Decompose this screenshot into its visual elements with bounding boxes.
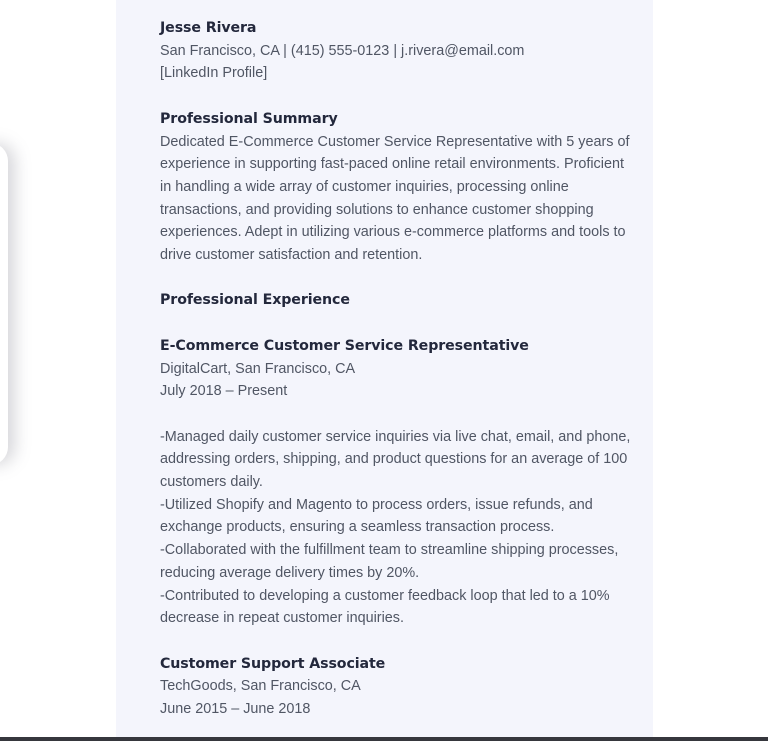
job-1-bullets bbox=[160, 426, 633, 630]
experience-heading: Professional Experience bbox=[160, 292, 350, 309]
summary-heading: Professional Summary bbox=[160, 110, 338, 127]
bullet-line: -Managed daily customer service inquiries via live chat, email, and phone, addressing orders, shipping, and product questions for an average of 100 customers daily. bbox=[160, 428, 631, 490]
offscreen-card-shadow bbox=[0, 143, 8, 465]
job-company: TechGoods, San Francisco, CA bbox=[160, 678, 361, 695]
resume-content bbox=[160, 17, 633, 721]
job-company: DigitalCart, San Francisco, CA bbox=[160, 360, 356, 377]
bottom-window-edge bbox=[0, 737, 768, 741]
summary-section bbox=[160, 108, 633, 267]
resume-header bbox=[160, 17, 633, 85]
bullet-line: -Utilized Shopify and Magento to process orders, issue refunds, and exchange products, ensuring a seamless transaction process. bbox=[160, 496, 593, 536]
bullet-line: -Contributed to developing a customer feedback loop that led to a 10% decrease in repeat customer inquiries. bbox=[160, 587, 610, 627]
summary-body: Dedicated E-Commerce Customer Service Representative with 5 years of experience in supporting fast-paced online retail environments. Proficient in handling a wide array of customer inquiries, processing online transactions, and providing solutions to enhance customer shopping experiences. Adept in utilizing various e-commerce platforms and tools to drive customer satisfaction and retention. bbox=[160, 133, 630, 264]
candidate-name: Jesse Rivera bbox=[160, 20, 257, 36]
job-dates: June 2015 – June 2018 bbox=[160, 701, 311, 718]
resume-document[interactable] bbox=[116, 0, 653, 737]
linkedin-placeholder: [LinkedIn Profile] bbox=[160, 65, 268, 82]
bullet-line: -Collaborated with the fulfillment team to streamline shipping processes, reducing average delivery times by 20%. bbox=[160, 542, 619, 581]
job-title: E-Commerce Customer Service Representative bbox=[160, 337, 529, 354]
job-dates: July 2018 – Present bbox=[160, 383, 288, 400]
job-title: Customer Support Associate bbox=[160, 655, 386, 672]
job-2-header bbox=[160, 653, 633, 721]
experience-section-heading bbox=[160, 289, 633, 312]
job-1-header bbox=[160, 335, 633, 403]
contact-line: San Francisco, CA | (415) 555-0123 | j.rivera@email.com bbox=[160, 42, 525, 59]
